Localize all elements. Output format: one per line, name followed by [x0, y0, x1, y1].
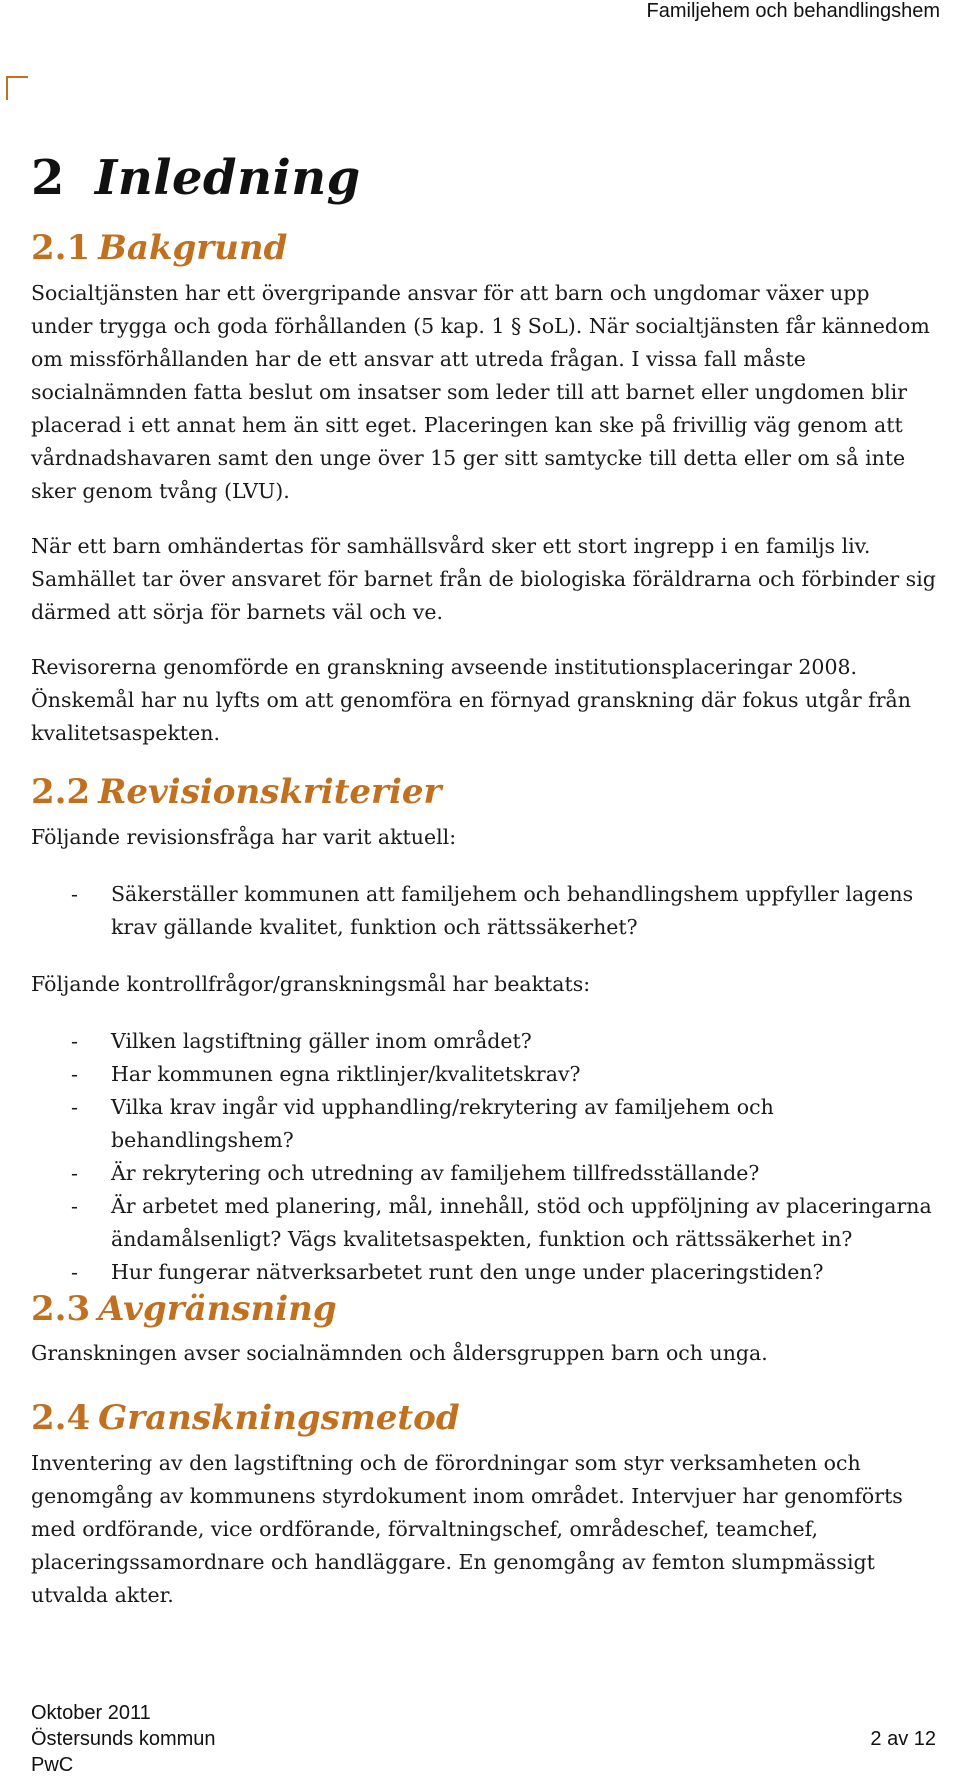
paragraph: När ett barn omhändertas för samhällsvård sker ett stort ingrepp i en familjs liv. Samhället tar över ansvaret för barnet från de biologiska föräldrarna och förbinder sig därmed att sörja för barnets väl och ve. [31, 533, 936, 624]
page-content [31, 150, 936, 1612]
list-item-text: Är arbetet med planering, mål, innehåll, stöd och uppföljning av placeringarna ändamålsenligt? Vägs kvalitetsaspekten, funktion och rättssäkerhet in? [111, 1193, 932, 1251]
revision-question-list [31, 878, 936, 944]
section-number: 2.2 [31, 771, 91, 812]
list-item-text: Har kommunen egna riktlinjer/kvalitetskrav? [111, 1061, 581, 1086]
list-item: - Är arbetet med planering, mål, innehåll, stöd och uppföljning av placeringarna ändamålsenligt? Vägs kvalitetsaspekten, funktion och rättssäkerhet in? [71, 1193, 932, 1251]
paragraph: Följande revisionsfråga har varit aktuell: [31, 824, 457, 849]
paragraph: Granskningen avser socialnämnden och åldersgruppen barn och unga. [31, 1341, 768, 1366]
section-number: 2.1 [31, 228, 91, 268]
section-number: 2.3 [31, 1288, 91, 1329]
page-footer [31, 1700, 936, 1778]
chapter-number: 2 [31, 150, 65, 206]
section-title: Avgränsning [98, 1288, 337, 1329]
list-item-text: Vilken lagstiftning gäller inom området? [111, 1028, 532, 1053]
page-number: 2 av 12 [870, 1728, 936, 1750]
list-item: - Vilken lagstiftning gäller inom området? [71, 1028, 532, 1053]
paragraph: Revisorerna genomförde en granskning avseende institutionsplaceringar 2008. Önskemål har nu lyfts om att genomföra en förnyad granskning där fokus utgår från kvalitetsaspekten. [31, 654, 911, 745]
section-title: Bakgrund [98, 228, 288, 268]
list-item: - Hur fungerar nätverksarbetet runt den unge under placeringstiden? [71, 1259, 824, 1284]
list-item: - Säkerställer kommunen att familjehem och behandlingshem uppfyller lagens krav gällande kvalitet, funktion och rättssäkerhet? [71, 881, 914, 939]
list-item-text: Är rekrytering och utredning av familjehem tillfredsställande? [111, 1160, 760, 1185]
section-heading-revisionskriterier [31, 772, 936, 813]
list-item: - Är rekrytering och utredning av familjehem tillfredsställande? [71, 1160, 760, 1185]
chapter-heading [31, 150, 936, 206]
list-item: - Vilka krav ingår vid upphandling/rekrytering av familjehem och behandlingshem? [71, 1094, 774, 1152]
list-item: - Har kommunen egna riktlinjer/kvalitetskrav? [71, 1061, 581, 1086]
section-heading-avgransning [31, 1289, 936, 1330]
footer-date: Oktober 2011 [31, 1702, 151, 1724]
paragraph: Socialtjänsten har ett övergripande ansvar för att barn och ungdomar växer upp under trygga och goda förhållanden (5 kap. 1 § SoL). När socialtjänsten får kännedom om missförhållanden har de ett ansvar att utreda frågan. I vissa fall måste socialnämnden fatta beslut om insatser som leder till att barnet eller ungdomen blir placerad i ett annat hem än sitt eget. Placeringen kan ske på frivillig väg genom att vårdnadshavaren samt den unge över 15 ger sitt samtycke till detta eller om så inte sker genom tvång (LVU). [31, 280, 930, 503]
corner-mark [6, 76, 28, 100]
section-number: 2.4 [31, 1398, 91, 1439]
list-item-text: Vilka krav ingår vid upphandling/rekrytering av familjehem och behandlingshem? [111, 1094, 774, 1152]
section-heading-bakgrund [31, 228, 936, 269]
section-heading-granskningsmetod [31, 1398, 936, 1439]
paragraph: Följande kontrollfrågor/granskningsmål har beaktats: [31, 971, 591, 996]
list-item-text: Säkerställer kommunen att familjehem och behandlingshem uppfyller lagens krav gällande kvalitet, funktion och rättssäkerhet? [111, 881, 914, 939]
section-title: Granskningsmetod [98, 1398, 460, 1439]
running-header: Familjehem och behandlingshem [646, 0, 940, 22]
footer-company: PwC [31, 1754, 74, 1776]
chapter-title: Inledning [94, 150, 361, 206]
footer-org: Östersunds kommun [31, 1728, 216, 1750]
paragraph: Inventering av den lagstiftning och de förordningar som styr verksamheten och genomgång av kommunens styrdokument inom området. Intervjuer har genomförts med ordförande, vice ordförande, förvaltningschef, områdeschef, teamchef, placeringssamordnare och handläggare. En genomgång av femton slumpmässigt utvalda akter. [31, 1451, 903, 1608]
list-item-text: Hur fungerar nätverksarbetet runt den unge under placeringstiden? [111, 1259, 824, 1284]
control-question-list [31, 1025, 936, 1289]
section-title: Revisionskriterier [98, 771, 442, 812]
